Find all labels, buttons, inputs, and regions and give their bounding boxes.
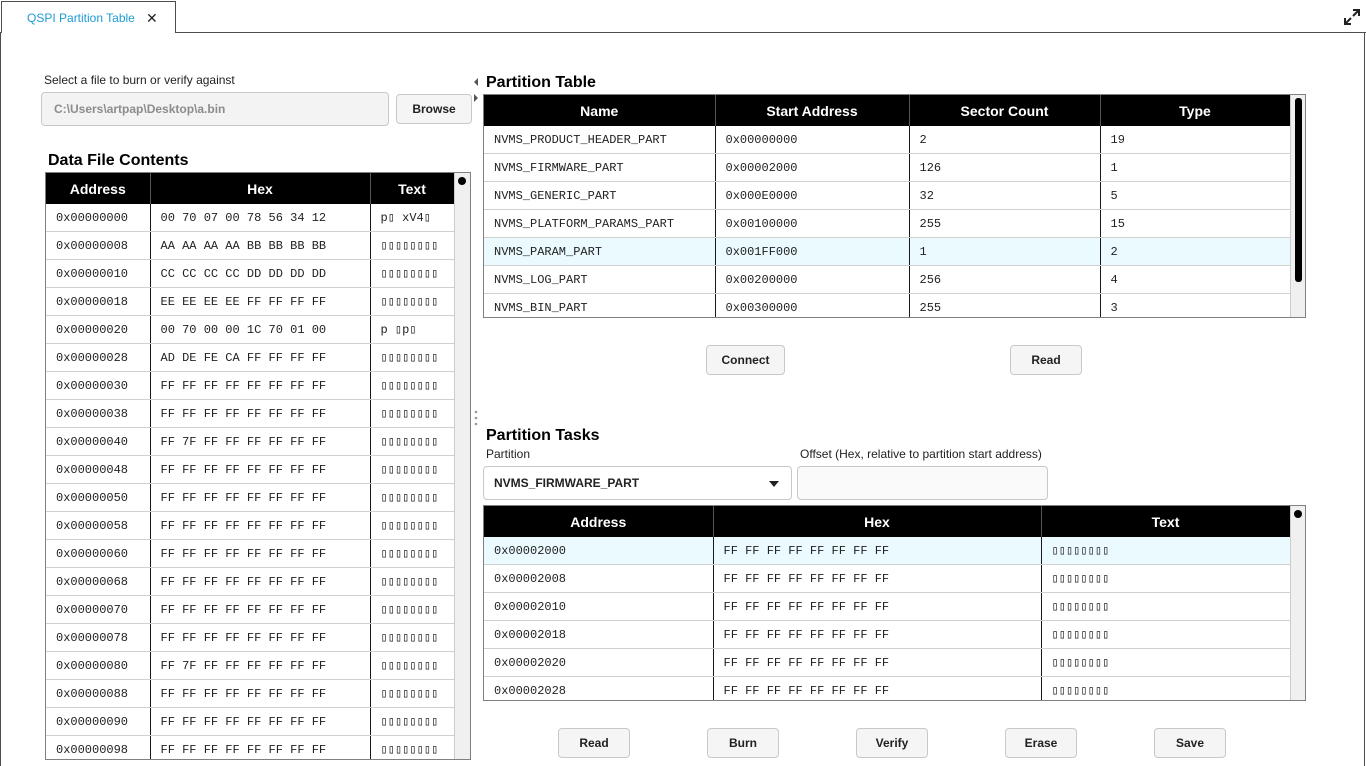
cell-address: 0x00000070 [46, 596, 150, 624]
cell-count: 255 [909, 210, 1100, 238]
cell-address: 0x00002020 [484, 649, 713, 677]
cell-hex: FF FF FF FF FF FF FF FF [713, 677, 1041, 702]
cell-hex: FF FF FF FF FF FF FF FF [150, 568, 370, 596]
cell-hex: 00 70 00 00 1C 70 01 00 [150, 316, 370, 344]
table-row[interactable] [484, 238, 1290, 266]
tab-bar [0, 0, 1366, 33]
chevron-down-icon[interactable] [769, 481, 779, 487]
column-header-hex[interactable]: Hex [713, 506, 1041, 537]
cell-start: 0x00200000 [715, 266, 909, 294]
cell-address: 0x00000018 [46, 288, 150, 316]
cell-start: 0x00100000 [715, 210, 909, 238]
cell-name: NVMS_PLATFORM_PARAMS_PART [484, 210, 715, 238]
cell-address: 0x00002028 [484, 677, 713, 702]
table-row[interactable] [484, 294, 1290, 319]
cell-text: ▯▯▯▯▯▯▯▯ [370, 344, 454, 372]
table-row[interactable] [484, 266, 1290, 294]
burn-button[interactable]: Burn [707, 728, 779, 758]
table-row[interactable] [484, 677, 1290, 702]
cell-name: NVMS_PRODUCT_HEADER_PART [484, 126, 715, 154]
cell-text: ▯▯▯▯▯▯▯▯ [370, 456, 454, 484]
cell-text: ▯▯▯▯▯▯▯▯ [370, 568, 454, 596]
cell-address: 0x00000078 [46, 624, 150, 652]
cell-address: 0x00000098 [46, 736, 150, 761]
cell-text: p ▯p▯ [370, 316, 454, 344]
cell-text: p▯ xV4▯ [370, 204, 454, 232]
cell-text: ▯▯▯▯▯▯▯▯ [1041, 565, 1290, 593]
table-row[interactable] [46, 596, 454, 624]
cell-start: 0x00300000 [715, 294, 909, 319]
cell-address: 0x00000028 [46, 344, 150, 372]
cell-name: NVMS_GENERIC_PART [484, 182, 715, 210]
partition-data-grid [484, 506, 1291, 701]
cell-hex: EE EE EE EE FF FF FF FF [150, 288, 370, 316]
cell-hex: FF FF FF FF FF FF FF FF [713, 621, 1041, 649]
cell-address: 0x00000008 [46, 232, 150, 260]
table-row[interactable] [484, 537, 1290, 565]
cell-address: 0x00000048 [46, 456, 150, 484]
partition-select-value: NVMS_FIRMWARE_PART [494, 476, 640, 490]
cell-text: ▯▯▯▯▯▯▯▯ [370, 232, 454, 260]
table-row[interactable] [484, 154, 1290, 182]
cell-start: 0x00002000 [715, 154, 909, 182]
partition-tasks-title: Partition Tasks [486, 427, 600, 444]
tab-title: QSPI Partition Table [27, 11, 135, 25]
cell-hex: FF FF FF FF FF FF FF FF [150, 680, 370, 708]
cell-count: 256 [909, 266, 1100, 294]
table-row[interactable] [46, 316, 454, 344]
cell-hex: FF FF FF FF FF FF FF FF [713, 537, 1041, 565]
offset-input[interactable] [797, 466, 1048, 500]
cell-name: NVMS_PARAM_PART [484, 238, 715, 266]
column-header-address[interactable]: Address [46, 173, 150, 204]
verify-button[interactable]: Verify [856, 728, 928, 758]
cell-text: ▯▯▯▯▯▯▯▯ [370, 260, 454, 288]
table-row[interactable] [484, 565, 1290, 593]
cell-text: ▯▯▯▯▯▯▯▯ [1041, 593, 1290, 621]
partition-grid [484, 95, 1291, 318]
table-row[interactable] [46, 512, 454, 540]
table-row[interactable] [46, 204, 454, 232]
cell-name: NVMS_BIN_PART [484, 294, 715, 319]
cell-type: 4 [1100, 266, 1290, 294]
cell-hex: FF FF FF FF FF FF FF FF [150, 400, 370, 428]
table-row[interactable] [46, 540, 454, 568]
cell-hex: FF FF FF FF FF FF FF FF [150, 484, 370, 512]
cell-address: 0x00000038 [46, 400, 150, 428]
data-file-scrollbar[interactable] [454, 173, 470, 759]
data-file-title: Data File Contents [48, 152, 189, 169]
cell-type: 15 [1100, 210, 1290, 238]
cell-type: 1 [1100, 154, 1290, 182]
browse-button[interactable]: Browse [396, 94, 472, 124]
tab-qspi-partition-table[interactable] [1, 1, 176, 33]
partition-table[interactable] [483, 94, 1306, 318]
cell-address: 0x00000000 [46, 204, 150, 232]
cell-hex: AA AA AA AA BB BB BB BB [150, 232, 370, 260]
table-row[interactable] [46, 344, 454, 372]
cell-name: NVMS_FIRMWARE_PART [484, 154, 715, 182]
cell-hex: FF FF FF FF FF FF FF FF [150, 624, 370, 652]
cell-text: ▯▯▯▯▯▯▯▯ [370, 288, 454, 316]
table-row[interactable] [46, 624, 454, 652]
cell-hex: FF FF FF FF FF FF FF FF [150, 736, 370, 761]
erase-button[interactable]: Erase [1005, 728, 1077, 758]
cell-hex: FF FF FF FF FF FF FF FF [150, 372, 370, 400]
maximize-icon[interactable] [1343, 8, 1361, 26]
partition-scrollbar[interactable] [1290, 95, 1305, 317]
read-partition-table-button[interactable]: Read [1010, 345, 1082, 375]
cell-text: ▯▯▯▯▯▯▯▯ [370, 428, 454, 456]
cell-address: 0x00000030 [46, 372, 150, 400]
save-button[interactable]: Save [1154, 728, 1226, 758]
cell-count: 255 [909, 294, 1100, 319]
table-row[interactable] [46, 680, 454, 708]
offset-label: Offset (Hex, relative to partition start address) [800, 447, 1042, 461]
column-header-type[interactable]: Type [1100, 95, 1290, 126]
data-file-grid [46, 173, 455, 760]
table-row[interactable] [484, 649, 1290, 677]
data-file-table[interactable] [45, 172, 471, 760]
cell-text: ▯▯▯▯▯▯▯▯ [370, 596, 454, 624]
cell-text: ▯▯▯▯▯▯▯▯ [370, 680, 454, 708]
read-button[interactable]: Read [558, 728, 630, 758]
cell-hex: FF FF FF FF FF FF FF FF [713, 649, 1041, 677]
table-row[interactable] [484, 621, 1290, 649]
column-header-hex[interactable]: Hex [150, 173, 370, 204]
column-header-address[interactable]: Address [484, 506, 713, 537]
cell-text: ▯▯▯▯▯▯▯▯ [1041, 537, 1290, 565]
cell-text: ▯▯▯▯▯▯▯▯ [370, 512, 454, 540]
table-row[interactable] [46, 652, 454, 680]
table-row[interactable] [484, 126, 1290, 154]
table-row[interactable] [46, 400, 454, 428]
cell-hex: FF FF FF FF FF FF FF FF [713, 565, 1041, 593]
cell-text: ▯▯▯▯▯▯▯▯ [370, 624, 454, 652]
table-row[interactable] [46, 708, 454, 736]
cell-address: 0x00000050 [46, 484, 150, 512]
cell-type: 19 [1100, 126, 1290, 154]
table-row[interactable] [46, 288, 454, 316]
close-icon[interactable]: ✕ [146, 10, 158, 26]
frame-border-left [0, 33, 1, 766]
table-row[interactable] [484, 182, 1290, 210]
cell-start: 0x00000000 [715, 126, 909, 154]
cell-text: ▯▯▯▯▯▯▯▯ [1041, 649, 1290, 677]
cell-address: 0x00000040 [46, 428, 150, 456]
cell-hex: CC CC CC CC DD DD DD DD [150, 260, 370, 288]
cell-text: ▯▯▯▯▯▯▯▯ [370, 540, 454, 568]
cell-address: 0x00002000 [484, 537, 713, 565]
frame-border-right [1364, 33, 1365, 766]
partition-data-table[interactable] [483, 505, 1306, 701]
column-header-text[interactable]: Text [1041, 506, 1290, 537]
cell-hex: AD DE FE CA FF FF FF FF [150, 344, 370, 372]
cell-hex: FF 7F FF FF FF FF FF FF [150, 652, 370, 680]
cell-address: 0x00000020 [46, 316, 150, 344]
cell-address: 0x00000080 [46, 652, 150, 680]
cell-count: 126 [909, 154, 1100, 182]
cell-address: 0x00000090 [46, 708, 150, 736]
cell-type: 2 [1100, 238, 1290, 266]
cell-count: 32 [909, 182, 1100, 210]
cell-start: 0x001FF000 [715, 238, 909, 266]
cell-hex: FF FF FF FF FF FF FF FF [150, 512, 370, 540]
cell-address: 0x00000060 [46, 540, 150, 568]
column-header-start-address[interactable]: Start Address [715, 95, 909, 126]
connect-button[interactable]: Connect [706, 345, 785, 375]
cell-start: 0x000E0000 [715, 182, 909, 210]
table-row[interactable] [46, 568, 454, 596]
cell-hex: FF 7F FF FF FF FF FF FF [150, 428, 370, 456]
file-select-label: Select a file to burn or verify against [44, 73, 235, 87]
column-header-name[interactable]: Name [484, 95, 715, 126]
cell-hex: 00 70 07 00 78 56 34 12 [150, 204, 370, 232]
cell-text: ▯▯▯▯▯▯▯▯ [370, 372, 454, 400]
cell-type: 3 [1100, 294, 1290, 319]
cell-hex: FF FF FF FF FF FF FF FF [150, 708, 370, 736]
table-row[interactable] [46, 260, 454, 288]
cell-text: ▯▯▯▯▯▯▯▯ [1041, 677, 1290, 702]
cell-hex: FF FF FF FF FF FF FF FF [150, 456, 370, 484]
cell-name: NVMS_LOG_PART [484, 266, 715, 294]
cell-count: 1 [909, 238, 1100, 266]
cell-text: ▯▯▯▯▯▯▯▯ [370, 708, 454, 736]
table-row[interactable] [46, 372, 454, 400]
cell-address: 0x00002010 [484, 593, 713, 621]
cell-text: ▯▯▯▯▯▯▯▯ [370, 400, 454, 428]
partition-select[interactable] [483, 466, 792, 500]
table-row[interactable] [46, 456, 454, 484]
cell-hex: FF FF FF FF FF FF FF FF [150, 596, 370, 624]
column-header-text[interactable]: Text [370, 173, 454, 204]
table-row[interactable] [46, 484, 454, 512]
cell-hex: FF FF FF FF FF FF FF FF [150, 540, 370, 568]
cell-address: 0x00002018 [484, 621, 713, 649]
cell-hex: FF FF FF FF FF FF FF FF [713, 593, 1041, 621]
file-path-input[interactable]: C:\Users\artpap\Desktop\a.bin [41, 92, 389, 126]
cell-address: 0x00000068 [46, 568, 150, 596]
partition-data-scrollbar[interactable] [1290, 506, 1305, 700]
partition-scroll-thumb[interactable] [1295, 98, 1302, 282]
splitter-collapse-icon[interactable] [472, 76, 480, 104]
cell-type: 5 [1100, 182, 1290, 210]
partition-table-title: Partition Table [486, 74, 596, 91]
column-header-sector-count[interactable]: Sector Count [909, 95, 1100, 126]
cell-text: ▯▯▯▯▯▯▯▯ [1041, 621, 1290, 649]
partition-label: Partition [486, 447, 531, 461]
table-row[interactable] [46, 736, 454, 761]
cell-text: ▯▯▯▯▯▯▯▯ [370, 484, 454, 512]
splitter-handle-icon[interactable] [474, 410, 478, 426]
cell-address: 0x00000058 [46, 512, 150, 540]
scroll-thumb-icon[interactable] [1294, 510, 1302, 518]
table-row[interactable] [484, 593, 1290, 621]
cell-address: 0x00002008 [484, 565, 713, 593]
cell-count: 2 [909, 126, 1100, 154]
table-row[interactable] [484, 210, 1290, 238]
cell-address: 0x00000088 [46, 680, 150, 708]
table-row[interactable] [46, 232, 454, 260]
cell-address: 0x00000010 [46, 260, 150, 288]
cell-text: ▯▯▯▯▯▯▯▯ [370, 652, 454, 680]
table-row[interactable] [46, 428, 454, 456]
cell-text: ▯▯▯▯▯▯▯▯ [370, 736, 454, 761]
scroll-thumb-icon[interactable] [458, 177, 466, 185]
